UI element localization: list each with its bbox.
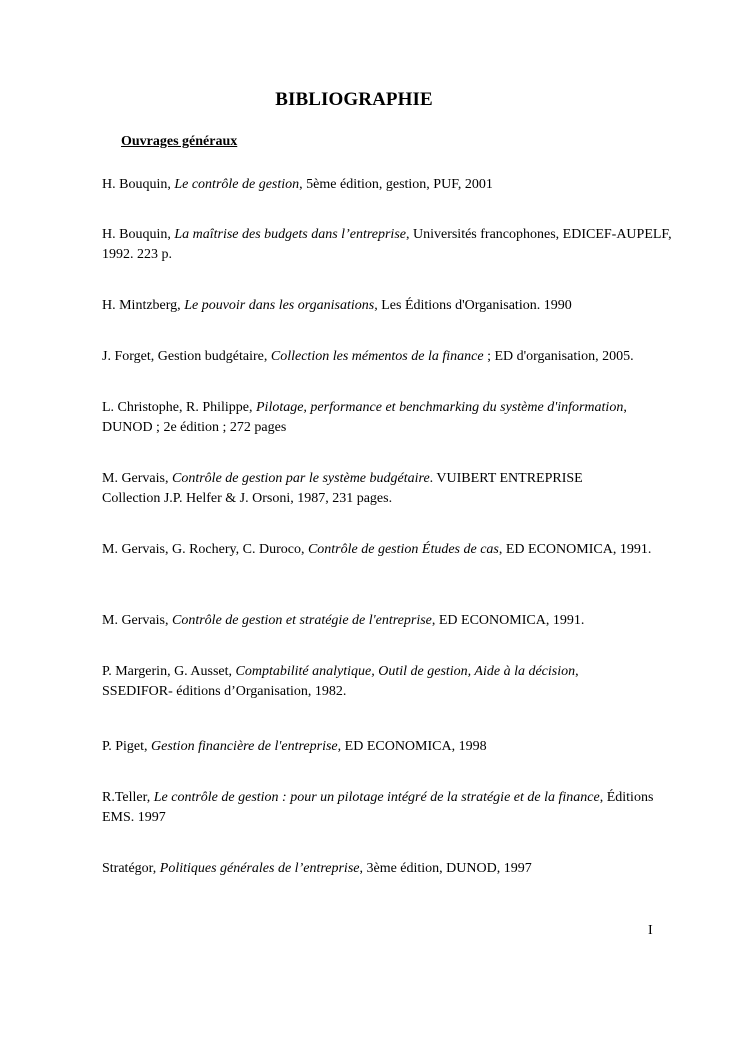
bibliography-entry (102, 611, 677, 631)
entry-details: , 3ème édition, DUNOD, 1997 (359, 861, 532, 876)
entry-title: Pilotage, performance et benchmarking du système d'information (256, 400, 624, 415)
entry-author: R.Teller, (102, 790, 154, 805)
entry-author: M. Gervais, (102, 613, 172, 628)
bibliography-entry (102, 398, 677, 438)
entry-author: J. Forget, Gestion budgétaire, (102, 349, 271, 364)
entry-title: Contrôle de gestion et stratégie de l'entreprise (172, 613, 432, 628)
entry-title: Comptabilité analytique, Outil de gestion, Aide à la décision (235, 664, 576, 679)
bibliography-entry (102, 296, 677, 316)
entry-author: L. Christophe, R. Philippe, (102, 400, 256, 415)
entry-author: M. Gervais, (102, 471, 172, 486)
entry-details: , 5ème édition, gestion, PUF, 2001 (299, 177, 493, 192)
bibliography-entry (102, 225, 677, 265)
page-title: BIBLIOGRAPHIE (275, 89, 433, 110)
entry-details: , Les Éditions d'Organisation. 1990 (374, 298, 572, 313)
bibliography-entry (102, 788, 662, 828)
entry-details: , SSEDIFOR- éditions d’Organisation, 1982. (102, 664, 579, 699)
entry-title: Gestion financière de l'entreprise (151, 739, 338, 754)
bibliography-entry (102, 662, 642, 702)
entry-details: , Éditions EMS. 1997 (102, 790, 654, 825)
entry-author: H. Bouquin, (102, 227, 175, 242)
entry-title: Le contrôle de gestion : pour un pilotage intégré de la stratégie et de la finance (153, 790, 600, 805)
entry-author: P. Piget, (102, 739, 152, 754)
bibliography-entry (102, 469, 642, 509)
bibliography-entry (102, 540, 667, 560)
section-heading: Ouvrages généraux (121, 134, 238, 149)
entry-title: Politiques générales de l’entreprise (159, 861, 360, 876)
entry-title: Le pouvoir dans les organisations (184, 298, 375, 313)
bibliography-entry (102, 737, 677, 757)
bibliography-entry (102, 347, 682, 367)
entry-title: Contrôle de gestion par le système budgétaire (172, 471, 430, 486)
bibliography-entry (102, 859, 677, 879)
entry-details: , Universités francophones, EDICEF-AUPELF, 1992. 223 p. (102, 227, 672, 262)
entry-author: H. Bouquin, (102, 177, 175, 192)
entry-author: H. Mintzberg, (102, 298, 185, 313)
entry-author: Stratégor, (102, 861, 160, 876)
entry-details: , ED ECONOMICA, 1991. (431, 613, 585, 628)
bibliography-entry (102, 175, 677, 195)
entry-details: ; ED d'organisation, 2005. (483, 349, 634, 364)
entry-author: M. Gervais, G. Rochery, C. Duroco, (102, 542, 308, 557)
entry-details: , DUNOD ; 2e édition ; 272 pages (102, 400, 627, 435)
entry-title: La maîtrise des budgets dans l’entreprise (174, 227, 406, 242)
entry-details: , ED ECONOMICA, 1998 (337, 739, 487, 754)
entry-details: , ED ECONOMICA, 1991. (498, 542, 652, 557)
page-number: I (648, 923, 653, 938)
entry-title: Collection les mémentos de la finance (270, 349, 484, 364)
entry-details: . VUIBERT ENTREPRISE Collection J.P. Helfer & J. Orsoni, 1987, 231 pages. (102, 471, 583, 506)
entry-author: P. Margerin, G. Ausset, (102, 664, 236, 679)
entry-title: Contrôle de gestion Études de cas (307, 542, 499, 557)
entry-title: Le contrôle de gestion (174, 177, 300, 192)
